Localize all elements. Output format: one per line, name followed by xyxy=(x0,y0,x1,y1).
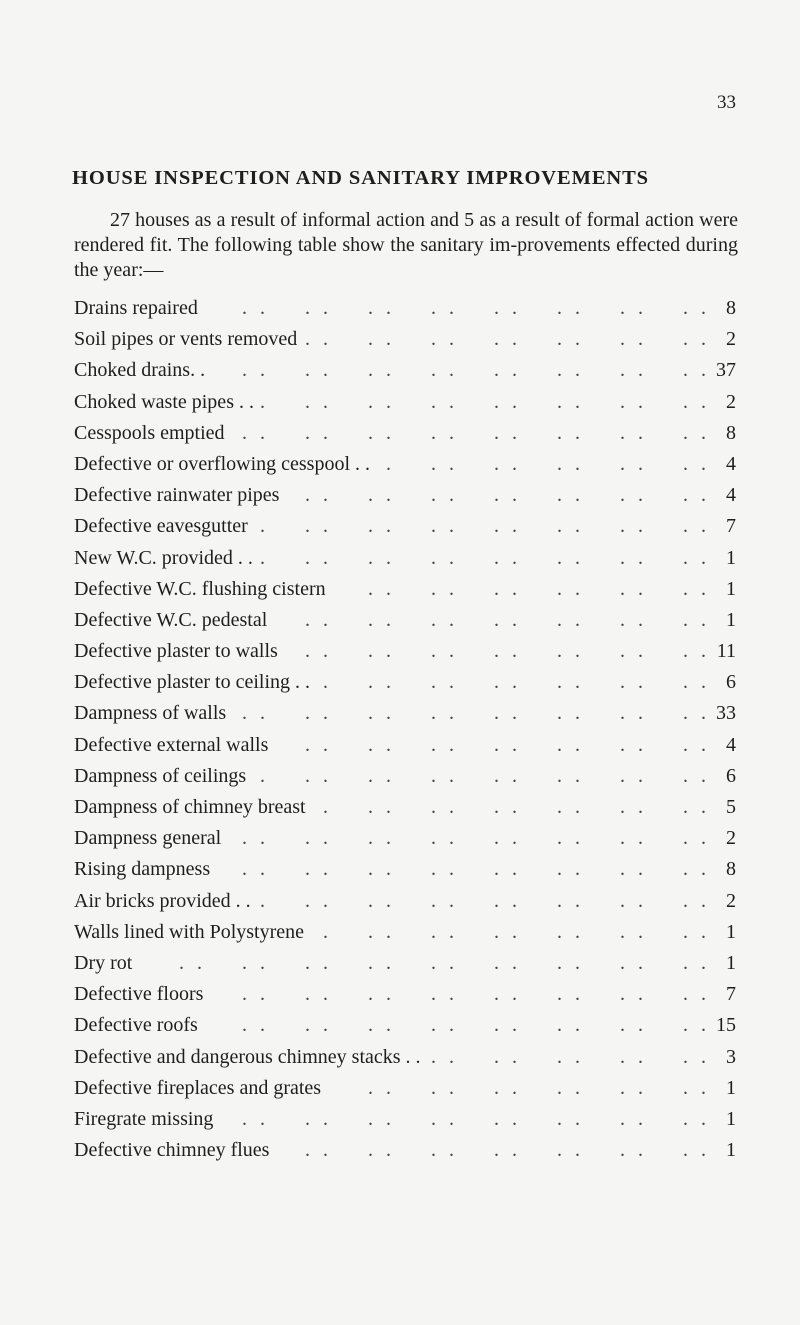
list-item xyxy=(74,1136,738,1167)
list-item xyxy=(74,325,738,356)
improvements-list xyxy=(74,294,738,1167)
list-item xyxy=(74,762,738,793)
item-label: Drains repaired xyxy=(74,294,204,322)
item-label: Defective roofs xyxy=(74,1011,204,1039)
item-count: 3 xyxy=(720,1043,736,1071)
list-item xyxy=(74,1074,738,1105)
list-item xyxy=(74,949,738,980)
list-item xyxy=(74,699,738,730)
item-label: Defective and dangerous chimney stacks . . xyxy=(74,1043,427,1071)
item-label: Defective floors xyxy=(74,980,209,1008)
item-count: 5 xyxy=(720,793,736,821)
item-label: Walls lined with Polystyrene xyxy=(74,918,310,946)
item-label: Defective plaster to walls xyxy=(74,637,284,665)
item-label: Dry rot xyxy=(74,949,138,977)
item-label: Defective eavesgutter xyxy=(74,512,254,540)
list-item xyxy=(74,668,738,699)
item-count: 4 xyxy=(720,481,736,509)
item-label: Dampness general xyxy=(74,824,227,852)
item-label: Rising dampness xyxy=(74,855,216,883)
item-count: 6 xyxy=(720,668,736,696)
item-label: Defective fireplaces and grates xyxy=(74,1074,327,1102)
item-count: 2 xyxy=(720,388,736,416)
item-label: Dampness of ceilings xyxy=(74,762,252,790)
item-label: Defective W.C. flushing cistern xyxy=(74,575,332,603)
item-label: Choked waste pipes . . xyxy=(74,388,260,416)
list-item xyxy=(74,855,738,886)
item-count: 8 xyxy=(720,294,736,322)
item-label: Soil pipes or vents removed xyxy=(74,325,303,353)
intro-paragraph: 27 houses as a result of informal action and 5 as a result of formal action were rendered fit. The following table show the sanitary im-provements effected during the year:— xyxy=(74,209,738,281)
item-count: 15 xyxy=(710,1011,736,1039)
item-label: Choked drains. . xyxy=(74,356,211,384)
list-item xyxy=(74,294,738,325)
list-item xyxy=(74,419,738,450)
item-count: 2 xyxy=(720,325,736,353)
list-item xyxy=(74,731,738,762)
list-item xyxy=(74,512,738,543)
list-item xyxy=(74,450,738,481)
item-count: 1 xyxy=(720,949,736,977)
item-label: Defective plaster to ceiling . . xyxy=(74,668,316,696)
list-item xyxy=(74,356,738,387)
item-label: Dampness of walls xyxy=(74,699,232,727)
item-label: Air bricks provided . . xyxy=(74,887,257,915)
item-count: 2 xyxy=(720,824,736,852)
item-count: 1 xyxy=(720,575,736,603)
item-count: 1 xyxy=(720,544,736,572)
item-count: 1 xyxy=(720,1105,736,1133)
item-label: Defective W.C. pedestal xyxy=(74,606,273,634)
list-item xyxy=(74,1043,738,1074)
dot-leader xyxy=(74,949,710,977)
list-item xyxy=(74,481,738,512)
item-label: Defective external walls xyxy=(74,731,274,759)
list-item xyxy=(74,575,738,606)
list-item xyxy=(74,824,738,855)
list-item xyxy=(74,388,738,419)
item-count: 7 xyxy=(720,980,736,1008)
item-count: 6 xyxy=(720,762,736,790)
item-count: 4 xyxy=(720,450,736,478)
item-label: Firegrate missing xyxy=(74,1105,219,1133)
item-count: 1 xyxy=(720,918,736,946)
item-count: 33 xyxy=(710,699,736,727)
item-count: 2 xyxy=(720,887,736,915)
list-item xyxy=(74,980,738,1011)
item-count: 11 xyxy=(711,637,736,665)
list-item xyxy=(74,793,738,824)
item-label: Cesspools emptied xyxy=(74,419,231,447)
item-count: 4 xyxy=(720,731,736,759)
item-count: 8 xyxy=(720,419,736,447)
item-label: Defective or overflowing cesspool . . xyxy=(74,450,376,478)
item-label: New W.C. provided . . xyxy=(74,544,259,572)
item-count: 1 xyxy=(720,1136,736,1164)
item-count: 1 xyxy=(720,1074,736,1102)
list-item xyxy=(74,544,738,575)
item-label: Defective rainwater pipes xyxy=(74,481,285,509)
item-count: 7 xyxy=(720,512,736,540)
item-count: 8 xyxy=(720,855,736,883)
item-label: Defective chimney flues xyxy=(74,1136,275,1164)
list-item xyxy=(74,887,738,918)
item-label: Dampness of chimney breast xyxy=(74,793,312,821)
list-item xyxy=(74,637,738,668)
list-item xyxy=(74,1105,738,1136)
list-item xyxy=(74,1011,738,1042)
list-item xyxy=(74,606,738,637)
list-item xyxy=(74,918,738,949)
page-heading: HOUSE INSPECTION AND SANITARY IMPROVEMENTS xyxy=(72,166,649,189)
item-count: 1 xyxy=(720,606,736,634)
page-number: 33 xyxy=(717,92,736,113)
item-count: 37 xyxy=(710,356,736,384)
